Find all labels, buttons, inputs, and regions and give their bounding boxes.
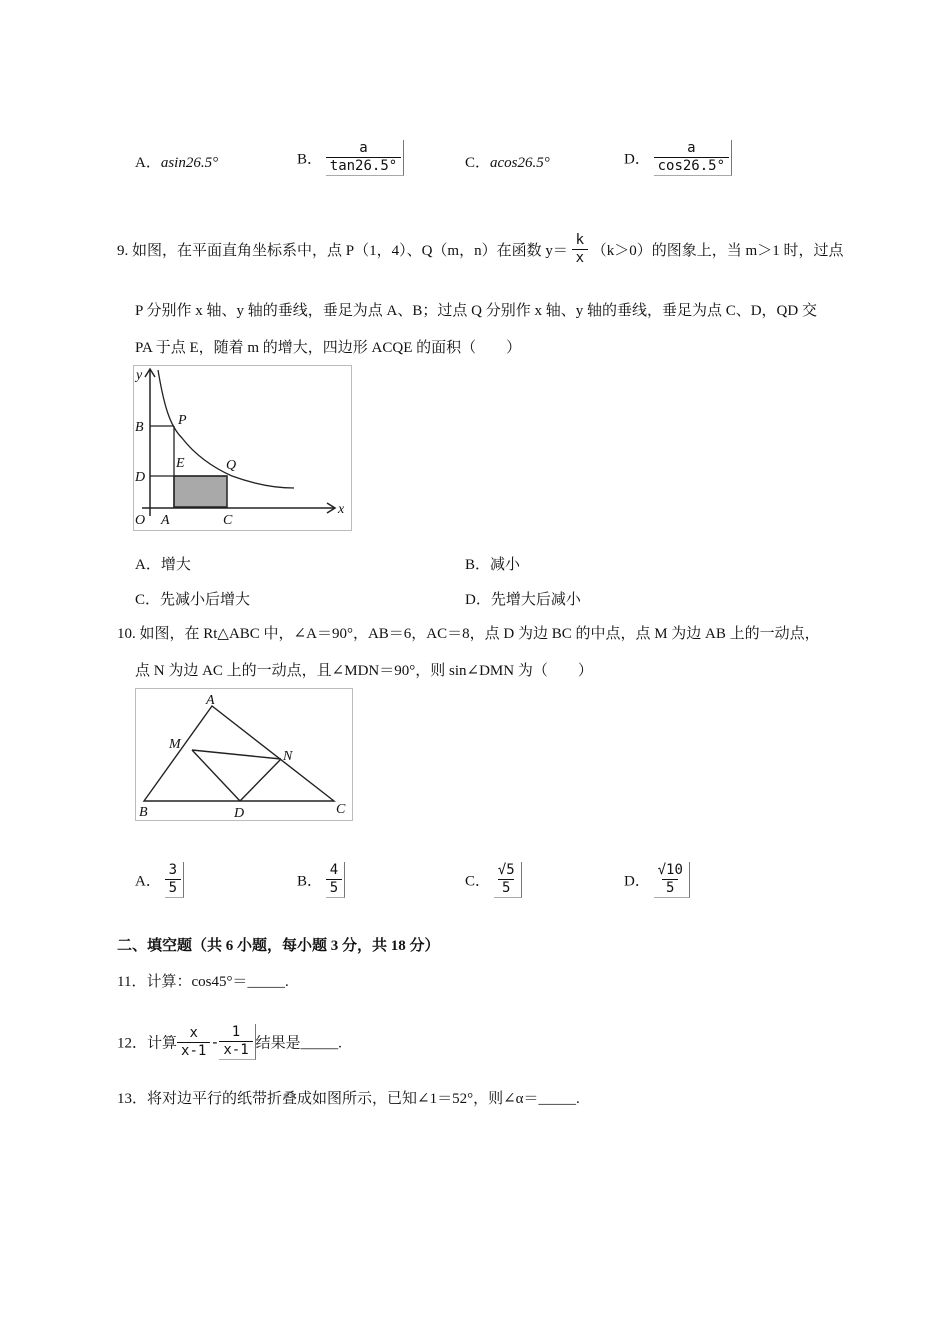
q10-line-1: 10. 如图，在 Rt△ABC 中，∠A＝90°，AB＝6，AC＝8，点 D 为边 BC 的中点，点 M 为边 AB 上的一动点， [117,626,820,642]
fraction [494,862,522,898]
label-y: y [136,368,143,383]
option-label: B． [465,557,491,573]
fraction-k-over-x [572,232,588,267]
shaded-rect-acqe [174,476,227,507]
section-title: 二、填空题（共 6 小题，每小题 3 分，共 18 分） [117,938,440,954]
option-label: A． [135,873,161,890]
fraction-1 [177,1025,210,1060]
denominator: x-1 [177,1042,210,1060]
label-a: A [161,513,170,528]
fraction [654,862,690,898]
q10-line-2: 点 N 为边 AC 上的一动点，且∠MDN＝90°，则 sin∠DMN 为（ ） [135,663,593,679]
q10-triangle [136,689,352,820]
option-text: 增大 [160,557,191,573]
q10-option-d [624,862,690,898]
option-text: asin26.5° [160,155,219,171]
numerator: x [189,1024,198,1041]
numerator: √5 [497,862,515,878]
q9-line-1 [117,232,843,267]
label-q: Q [226,458,237,473]
option-label: D． [465,592,491,608]
option-label: C． [465,873,491,890]
q8-option-c [465,151,550,172]
option-label: B． [297,151,323,168]
option-label: C． [135,592,161,608]
segment-md [192,750,240,801]
fraction [165,862,184,898]
q9-option-b [465,553,520,574]
q8-option-a [135,151,218,172]
q9-option-d [465,588,581,609]
numerator: a [359,140,368,156]
q9-line-2: P 分别作 x 轴、y 轴的垂线，垂足为点 A、B；过点 Q 分别作 x 轴、y 轴的垂线，垂足为点 C、D，QD 交 [135,303,817,319]
label-b: B [139,805,148,820]
denominator: x-1 [219,1041,252,1059]
triangle-abc [144,706,334,801]
numerator: 3 [168,862,178,878]
denominator: 5 [165,879,181,897]
q9-text-post: （k＞0）的图象上，当 m＞1 时，过点 [591,243,844,259]
numerator: k [575,232,585,248]
q13-text: 13．将对边平行的纸带折叠成如图所示，已知∠1＝52°，则∠α＝_____. [117,1091,580,1107]
option-label: D． [624,151,650,168]
numerator: a [687,140,696,156]
option-label: C． [465,155,491,171]
q9-option-c [135,588,250,609]
option-label: A． [135,155,161,171]
q12-line [117,1024,342,1060]
label-d: D [135,470,146,485]
segment-mn [192,750,281,759]
label-x: x [338,502,345,517]
q10-option-b [297,862,345,898]
denominator: tan26.5° [326,157,401,175]
q8-option-d [624,140,732,176]
label-a: A [206,693,215,708]
fraction [326,140,404,176]
option-text: acos26.5° [490,155,550,171]
q10-option-c [465,862,522,898]
option-text: 先增大后减小 [490,592,581,608]
numerator: √10 [657,862,683,878]
denominator: cos26.5° [654,157,729,175]
fraction [326,862,345,898]
denominator: 5 [498,879,514,897]
label-n: N [283,749,293,764]
q11-text: 11．计算：cos45°＝_____. [117,974,289,990]
q9-figure [133,365,352,531]
q9-graph [134,366,351,530]
label-c: C [223,513,233,528]
q9-option-a [135,553,191,574]
option-label: D． [624,873,650,890]
numerator: 4 [329,862,339,878]
denominator: 5 [326,879,342,897]
q9-text-pre: 9. 如图，在平面直角坐标系中，点 P（1，4）、Q（m，n）在函数 y＝ [117,243,568,259]
q12-pre: 12．计算 [117,1035,178,1052]
q10-option-a [135,862,184,898]
label-o: O [135,513,146,528]
denominator: 5 [662,879,678,897]
label-c: C [336,802,346,817]
fraction [654,140,732,176]
label-d: D [234,806,245,820]
fraction-2 [219,1024,255,1060]
option-label: A． [135,557,161,573]
option-text: 先减小后增大 [160,592,251,608]
label-e: E [176,456,185,471]
minus-sign: - [210,1033,220,1051]
denominator: x [572,249,588,267]
q8-option-b [297,140,404,176]
q9-line-3: PA 于点 E，随着 m 的增大，四边形 ACQE 的面积（ ） [135,340,522,356]
option-text: 减小 [490,557,521,573]
label-p: P [178,413,187,428]
segment-dn [240,759,281,801]
numerator: 1 [231,1024,241,1040]
option-label: B． [297,873,323,890]
label-m: M [169,737,181,752]
q12-post: 结果是_____. [255,1035,342,1052]
q10-figure [135,688,353,821]
label-b: B [135,420,144,435]
